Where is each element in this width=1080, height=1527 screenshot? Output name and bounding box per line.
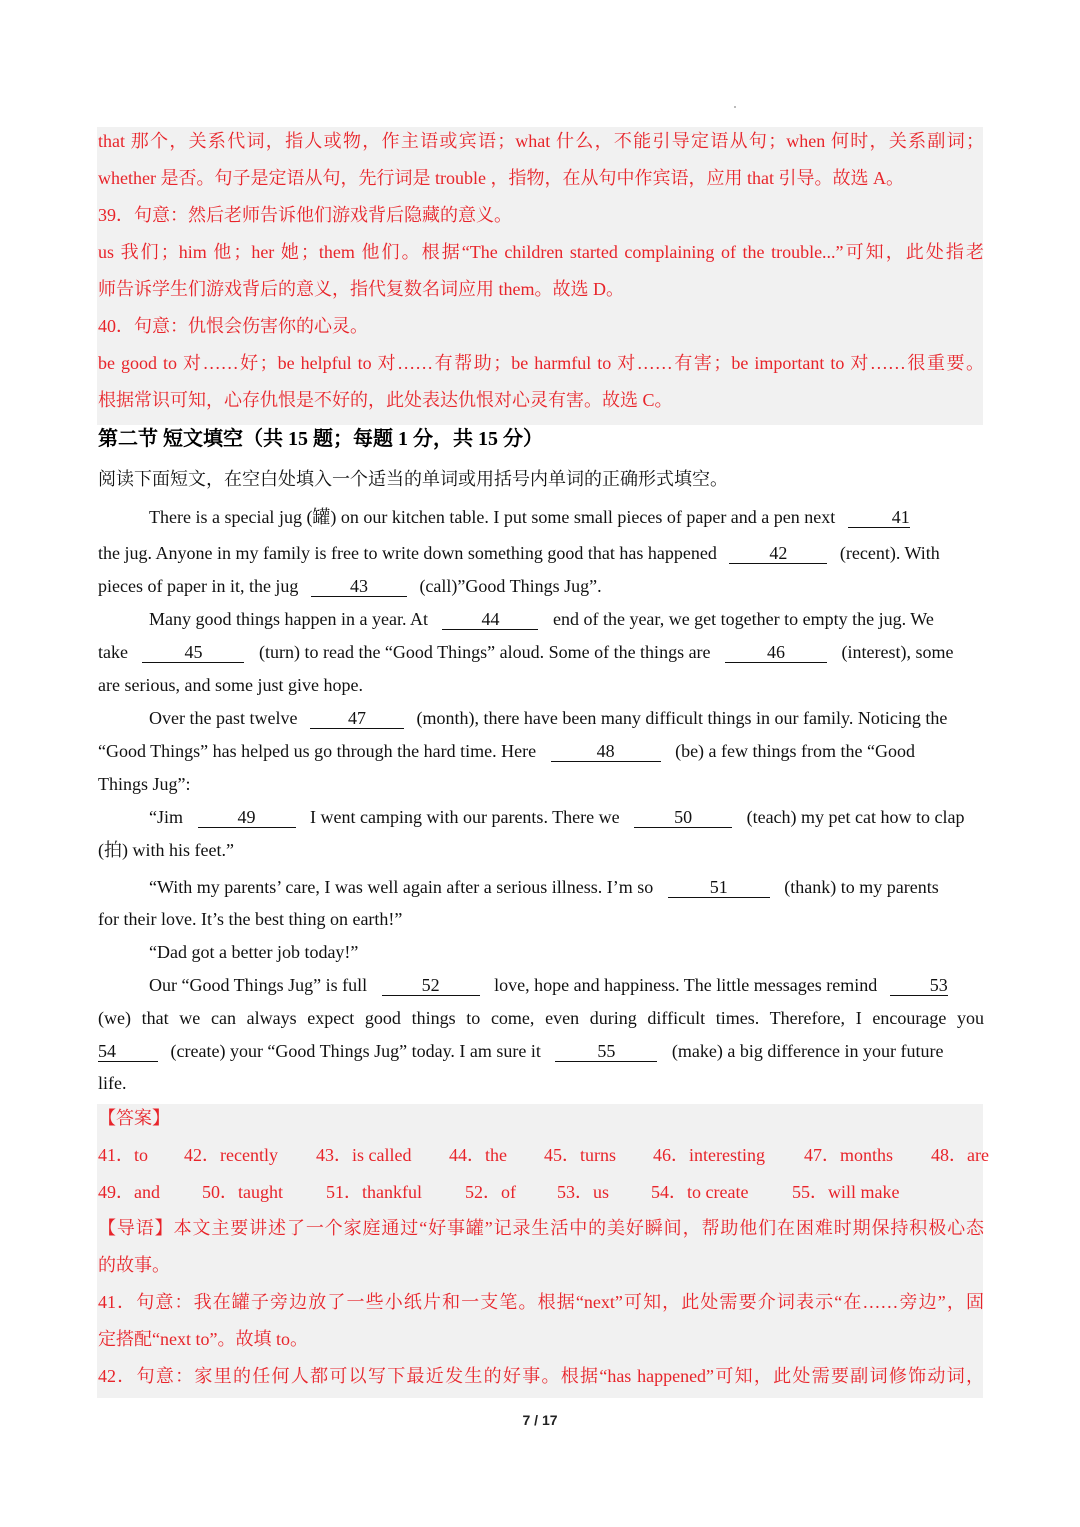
answer-item: 46．interesting	[653, 1145, 765, 1165]
answers-row-2	[98, 1180, 984, 1204]
answer-item: 48．are	[931, 1145, 989, 1165]
passage-text: (create) your “Good Things Jug” today. I am sure it	[170, 1041, 541, 1061]
passage-line	[98, 1039, 984, 1063]
blank-46: 46	[725, 642, 827, 663]
passage-line: life.	[98, 1073, 127, 1093]
passage-text: Many good things happen in a year. At	[149, 609, 428, 629]
passage-line: are serious, and some just give hope.	[98, 675, 363, 695]
answer-item: 43．is called	[316, 1145, 412, 1165]
passage-line	[98, 706, 984, 730]
passage-text: end of the year, we get together to empty the jug. We	[552, 609, 934, 629]
blank-55: 55	[555, 1041, 657, 1062]
passage-text: There is a special jug (罐) on our kitchen table. I put some small pieces of paper and a pen next	[149, 507, 836, 527]
blank-50: 50	[634, 807, 732, 828]
passage-text: love, hope and happiness. The little messages remind	[494, 975, 878, 995]
answer-item: 47．months	[804, 1145, 894, 1165]
blank-42: 42	[729, 543, 827, 564]
explain-line: be good to 对……好；be helpful to 对……有帮助；be harmful to 对……有害；be important to 对……很重要。	[98, 353, 984, 373]
passage-text: “Good Things” has helped us go through the hard time. Here	[98, 741, 537, 761]
explain-line: 40．句意：仇恨会伤害你的心灵。	[98, 316, 368, 336]
passage-text: (call)”Good Things Jug”.	[419, 576, 602, 596]
passage-line: “Dad got a better job today!”	[149, 942, 359, 962]
answer-item: 52．of	[465, 1182, 516, 1202]
passage-line	[98, 607, 984, 631]
passage-line	[98, 574, 984, 598]
passage-line: for their love. It’s the best thing on earth!”	[98, 909, 403, 929]
scan-speck	[734, 106, 736, 108]
passage-text: pieces of paper in it, the jug	[98, 576, 299, 596]
passage-line: (拍) with his feet.”	[98, 840, 234, 860]
explain-line: 师告诉学生们游戏背后的意义，指代复数名词应用 them。故选 D。	[98, 279, 624, 299]
blank-53: 53	[890, 975, 948, 996]
passage-text: Our “Good Things Jug” is full	[149, 975, 368, 995]
guide-line: 41．句意：我在罐子旁边放了一些小纸片和一支笔。根据“next”可知，此处需要介词表示“在……旁边”，固	[98, 1292, 984, 1312]
passage-text: (interest), some	[841, 642, 954, 662]
passage-text: (thank) to my parents	[784, 877, 939, 897]
passage-text: (be) a few things from the “Good	[675, 741, 916, 761]
explain-line: us 我们；him 他；her 她；them 他们。根据“The children started complaining of the trouble...”可知，此处指老	[98, 242, 984, 262]
blank-54: 54	[98, 1041, 158, 1062]
passage-text: Over the past twelve	[149, 708, 298, 728]
passage-line	[98, 505, 984, 529]
blank-49: 49	[198, 807, 296, 828]
explain-line: that 那个，关系代词，指人或物，作主语或宾语；what 什么，不能引导定语从句；when 何时，关系副词；	[98, 131, 984, 151]
answer-item: 53．us	[557, 1182, 610, 1202]
passage-line	[98, 875, 984, 899]
blank-48: 48	[551, 741, 661, 762]
passage-line: Things Jug”:	[98, 774, 191, 794]
answer-item: 51．thankful	[326, 1182, 422, 1202]
passage-line: (we) that we can always expect good things to come, even during difficult times. Therefore, I encourage you	[98, 1008, 984, 1028]
blank-47: 47	[310, 708, 404, 729]
passage-text: the jug. Anyone in my family is free to write down something good that has happened	[98, 543, 717, 563]
passage-line	[98, 541, 984, 565]
answer-item: 50．taught	[202, 1182, 283, 1202]
passage-text: (recent). With	[839, 543, 940, 563]
answer-item: 55．will make	[792, 1182, 900, 1202]
answer-item: 45．turns	[544, 1145, 616, 1165]
passage-text: (month), there have been many difficult things in our family. Noticing the	[416, 708, 948, 728]
page-number: 7 / 17	[522, 1412, 558, 1428]
passage-text: (teach) my pet cat how to clap	[746, 807, 965, 827]
passage-text: I went camping with our parents. There we	[310, 807, 620, 827]
passage-line	[98, 739, 984, 763]
answer-item: 49．and	[98, 1182, 160, 1202]
explain-line: 根据常识可知，心存仇恨是不好的，此处表达仇恨对心灵有害。故选 C。	[98, 390, 673, 410]
passage-text: (make) a big difference in your future	[671, 1041, 944, 1061]
blank-52: 52	[382, 975, 480, 996]
passage-text: “Jim	[149, 807, 183, 827]
blank-51: 51	[668, 877, 770, 898]
answer-item: 41．to	[98, 1145, 149, 1165]
blank-41: 41	[848, 507, 910, 528]
passage-line	[98, 805, 984, 829]
answer-item: 44．the	[449, 1145, 507, 1165]
answer-item: 54．to create	[651, 1182, 749, 1202]
guide-line: 定搭配“next to”。故填 to。	[98, 1329, 308, 1349]
guide-line: 的故事。	[98, 1255, 170, 1275]
passage-text: take	[98, 642, 128, 662]
passage-text: (turn) to read the “Good Things” aloud. Some of the things are	[258, 642, 711, 662]
passage-text: “With my parents’ care, I was well again after a serious illness. I’m so	[149, 877, 654, 897]
guide-line: 42．句意：家里的任何人都可以写下最近发生的好事。根据“has happened”可知，此处需要副词修饰动词，	[98, 1366, 984, 1386]
explain-line: 39．句意：然后老师告诉他们游戏背后隐藏的意义。	[98, 205, 512, 225]
instruction: 阅读下面短文，在空白处填入一个适当的单词或用括号内单词的正确形式填空。	[98, 469, 728, 489]
answers-row-1	[98, 1143, 989, 1167]
blank-44: 44	[442, 609, 538, 630]
section-heading: 第二节 短文填空（共 15 题；每题 1 分，共 15 分）	[98, 428, 543, 450]
passage-line	[98, 640, 984, 664]
blank-45: 45	[142, 642, 244, 663]
answer-item: 42．recently	[184, 1145, 278, 1165]
blank-43: 43	[311, 576, 407, 597]
passage-line	[98, 973, 984, 997]
guide-line: 【导语】本文主要讲述了一个家庭通过“好事罐”记录生活中的美好瞬间，帮助他们在困难时期保持积极心态	[98, 1218, 984, 1238]
explain-line: whether 是否。句子是定语从句，先行词是 trouble ，指物，在从句中作宾语，应用 that 引导。故选 A。	[98, 168, 904, 188]
answer-label: 【答案】	[98, 1108, 170, 1128]
